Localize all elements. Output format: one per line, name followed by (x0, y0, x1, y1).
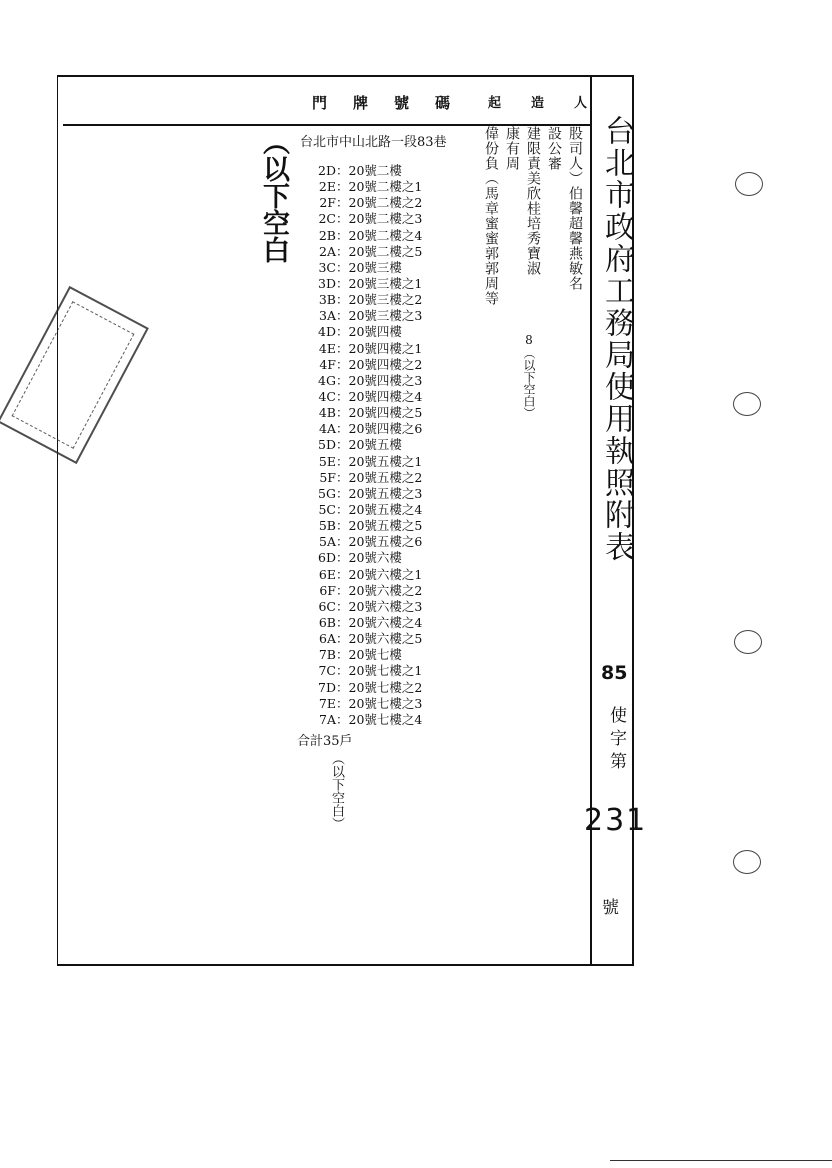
unit-code: 6A (319, 631, 336, 647)
builder-column: 設公審 (546, 126, 562, 171)
unit-row (298, 599, 422, 615)
unit-separator: ： (336, 453, 349, 469)
unit-row (298, 486, 422, 502)
unit-address: 20號七樓之1 (348, 663, 423, 679)
address-blank-note: （以下空白） (329, 752, 344, 830)
unit-code: 2D (318, 163, 336, 178)
unit-separator: ： (336, 566, 349, 582)
unit-code: 7A (319, 711, 336, 727)
unit-address: 20號七樓之3 (348, 695, 423, 711)
unit-code: 7C (318, 663, 336, 679)
unit-address: 20號四樓之3 (348, 372, 423, 388)
unit-address: 20號三樓之2 (348, 292, 423, 308)
unit-row (298, 228, 422, 244)
unit-row (298, 615, 422, 631)
unit-separator: ： (336, 631, 349, 647)
unit-row (298, 631, 422, 647)
unit-code: 5C (318, 501, 336, 517)
unit-code: 4D (318, 324, 336, 340)
unit-row (298, 211, 422, 227)
unit-row (298, 663, 422, 679)
unit-address: 20號二樓 (348, 163, 402, 178)
builder-list (482, 126, 583, 306)
unit-row (298, 567, 422, 583)
unit-list (298, 163, 422, 728)
unit-separator: ： (336, 259, 349, 275)
unit-address: 20號四樓 (348, 324, 402, 340)
unit-address: 20號三樓之3 (348, 308, 423, 324)
unit-address: 20號六樓之4 (348, 614, 423, 630)
builder-blank-note: 8（以下空白） (522, 333, 536, 419)
unit-address: 20號七樓之4 (348, 711, 423, 727)
unit-row (298, 696, 422, 712)
unit-separator: ： (336, 485, 349, 501)
unit-separator: ： (336, 469, 349, 485)
address-heading: 台北市中山北路一段83巷 (300, 135, 447, 150)
doc-zi-label: 使字第 (606, 706, 626, 775)
unit-row (298, 324, 422, 340)
unit-row (298, 437, 422, 453)
unit-code: 2B (318, 227, 336, 243)
unit-code: 6D (318, 550, 336, 566)
unit-row (298, 163, 422, 179)
unit-separator: ： (336, 388, 349, 404)
unit-separator: ： (336, 550, 349, 566)
unit-row (298, 195, 422, 211)
unit-code: 5D (318, 437, 336, 453)
builder-column: 偉份負（馬章蜜蜜郭郭周等 (483, 126, 499, 306)
unit-separator: ： (336, 421, 349, 437)
unit-address: 20號六樓之3 (348, 598, 423, 614)
unit-address: 20號二樓之1 (348, 179, 423, 195)
unit-separator: ： (336, 437, 349, 453)
unit-row (298, 292, 422, 308)
builder-column: 建限責美欣桂培秀寶淑 (525, 126, 541, 276)
unit-address: 20號五樓之3 (348, 485, 423, 501)
unit-address: 20號二樓之5 (348, 243, 423, 259)
doc-hao-label: 號 (602, 898, 619, 918)
unit-code: 4B (318, 405, 336, 421)
unit-separator: ： (336, 308, 349, 324)
unit-code: 7D (318, 679, 336, 695)
unit-separator: ： (336, 163, 349, 178)
unit-code: 2C (318, 211, 336, 227)
unit-code: 5F (319, 469, 336, 485)
builder-column: 康有周 (504, 126, 520, 171)
unit-address: 20號五樓之6 (348, 534, 423, 550)
unit-row (298, 357, 422, 373)
unit-code: 6B (318, 614, 336, 630)
unit-row (298, 712, 422, 728)
unit-row (298, 341, 422, 357)
unit-code: 6E (318, 566, 336, 582)
unit-separator: ： (336, 275, 349, 291)
punch-hole (733, 850, 761, 874)
unit-code: 5E (318, 453, 336, 469)
unit-separator: ： (336, 501, 349, 517)
unit-code: 3D (318, 275, 336, 291)
unit-address: 20號五樓之2 (348, 469, 423, 485)
unit-row (298, 405, 422, 421)
unit-code: 5A (319, 534, 336, 550)
unit-address: 20號五樓之1 (348, 453, 423, 469)
unit-separator: ： (336, 324, 349, 340)
unit-separator: ： (336, 711, 349, 727)
unit-separator: ： (336, 614, 349, 630)
unit-address: 20號三樓 (348, 259, 402, 275)
unit-separator: ： (336, 518, 349, 534)
unit-separator: ： (336, 179, 349, 195)
unit-separator: ： (336, 340, 349, 356)
punch-hole (733, 392, 761, 416)
unit-row (298, 534, 422, 550)
unit-separator: ： (336, 679, 349, 695)
unit-separator: ： (336, 598, 349, 614)
unit-address: 20號二樓之4 (348, 227, 423, 243)
unit-code: 6C (318, 598, 336, 614)
unit-code: 2E (318, 179, 336, 195)
form-title: 台北市政府工務局使用執照附表 (599, 115, 634, 563)
handwritten-blank-note: （以下空白 (258, 128, 289, 263)
unit-address: 20號四樓之6 (348, 421, 423, 437)
unit-code: 2A (319, 243, 336, 259)
punch-hole (734, 630, 762, 654)
unit-code: 7E (318, 695, 336, 711)
unit-separator: ： (336, 292, 349, 308)
unit-code: 4F (319, 356, 336, 372)
unit-code: 3B (318, 292, 336, 308)
unit-row (298, 308, 422, 324)
unit-separator: ： (336, 195, 349, 211)
unit-address: 20號六樓 (348, 550, 402, 566)
unit-code: 6F (319, 582, 336, 598)
unit-code: 4A (319, 421, 336, 437)
doc-number: 231 (584, 803, 648, 838)
unit-row (298, 179, 422, 195)
unit-address: 20號二樓之3 (348, 211, 423, 227)
unit-row (298, 373, 422, 389)
unit-separator: ： (336, 356, 349, 372)
bottom-rule (610, 1160, 832, 1161)
unit-row (298, 583, 422, 599)
unit-address: 20號三樓之1 (348, 275, 423, 291)
unit-row (298, 276, 422, 292)
unit-row (298, 647, 422, 663)
unit-address: 20號六樓之5 (348, 631, 423, 647)
unit-address: 20號四樓之4 (348, 388, 423, 404)
unit-code: 3C (318, 259, 336, 275)
unit-code: 4E (318, 340, 336, 356)
unit-address: 20號七樓之2 (348, 679, 423, 695)
unit-row (298, 244, 422, 260)
unit-separator: ： (336, 227, 349, 243)
unit-code: 3A (319, 308, 336, 324)
unit-total: 合計35戶 (297, 734, 353, 749)
unit-address: 20號五樓之4 (348, 501, 423, 517)
unit-separator: ： (336, 405, 349, 421)
unit-row (298, 680, 422, 696)
unit-separator: ： (336, 695, 349, 711)
builder-column: 股司人）伯馨超馨燕敏名 (567, 126, 583, 291)
unit-row (298, 502, 422, 518)
unit-row (298, 389, 422, 405)
unit-address: 20號四樓之1 (348, 340, 423, 356)
unit-row (298, 518, 422, 534)
unit-code: 5G (318, 485, 336, 501)
unit-code: 2F (319, 195, 336, 211)
unit-code: 4G (318, 372, 336, 388)
unit-row (298, 421, 422, 437)
unit-address: 20號七樓 (348, 647, 402, 663)
builder-column-header: 起造人 (488, 96, 618, 111)
unit-address: 20號四樓之5 (348, 405, 423, 421)
unit-address: 20號二樓之2 (348, 195, 423, 211)
unit-separator: ： (336, 211, 349, 227)
address-column-header: 門牌號碼 (312, 94, 477, 112)
unit-code: 5B (318, 518, 336, 534)
unit-row (298, 454, 422, 470)
unit-separator: ： (336, 534, 349, 550)
unit-separator: ： (336, 663, 349, 679)
unit-separator: ： (336, 647, 349, 663)
unit-row (298, 550, 422, 566)
doc-year: 85 (601, 662, 628, 684)
unit-separator: ： (336, 243, 349, 259)
unit-address: 20號六樓之2 (348, 582, 423, 598)
unit-address: 20號五樓之5 (348, 518, 423, 534)
unit-address: 20號六樓之1 (348, 566, 423, 582)
punch-hole (735, 172, 763, 196)
unit-code: 7B (318, 647, 336, 663)
unit-separator: ： (336, 582, 349, 598)
unit-address: 20號四樓之2 (348, 356, 423, 372)
unit-code: 4C (318, 388, 336, 404)
unit-address: 20號五樓 (348, 437, 402, 453)
unit-row (298, 470, 422, 486)
unit-row (298, 260, 422, 276)
unit-separator: ： (336, 372, 349, 388)
